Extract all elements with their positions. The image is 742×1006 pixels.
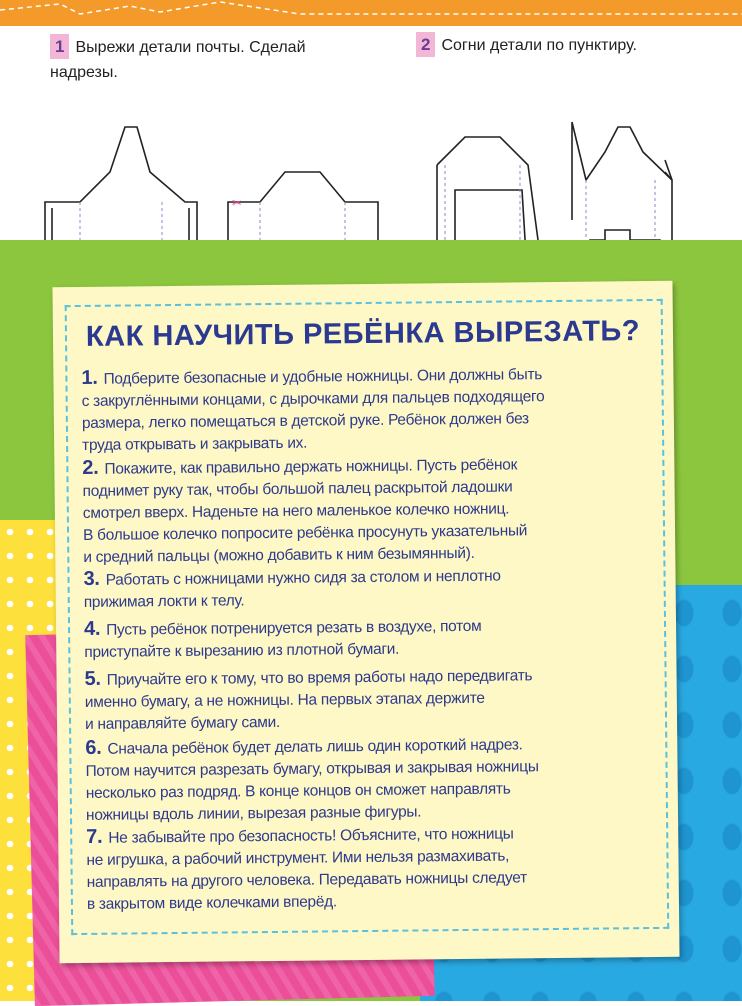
tip-text: смотрел вверх. Наденьте на него маленькое колечко ножниц. (82, 500, 510, 522)
step-1-text-cont: надрезы. (50, 64, 118, 81)
tip-number: 1. (81, 366, 98, 389)
tip-text: несколько раз подряд. В конце концов он сможет направлять (85, 780, 511, 802)
tip-text: размера, легко помещаться в детской руке. Ребёнок должен без (81, 410, 529, 432)
cutout-back-diagram (228, 172, 378, 240)
tip-text: прижимая локти к телу. (83, 592, 245, 611)
tip-text: Сначала ребёнок будет делать лишь один короткий надрез. (107, 736, 523, 758)
tip-number: 5. (84, 667, 101, 690)
card-title: КАК НАУЧИТЬ РЕБЁНКА ВЫРЕЗАТЬ? (85, 315, 641, 353)
tip-text: и средний пальцы (можно добавить к ним безымянный). (83, 544, 475, 566)
step-2-instruction (416, 32, 637, 58)
tip-item (81, 361, 662, 457)
tip-text: Подберите безопасные и удобные ножницы. Они должны быть (103, 366, 543, 388)
tip-text: направлять на другого человека. Передавать ножницы следует (86, 869, 527, 891)
tip-number: 4. (83, 617, 101, 640)
tip-text: Покажите, как правильно держать ножницы. Пусть ребёнок (104, 456, 518, 478)
tip-number: 6. (85, 736, 102, 759)
tip-item (83, 562, 663, 614)
scissors-icon: ✂ (232, 196, 243, 210)
cutout-front-diagram (45, 127, 197, 240)
tip-item (86, 820, 667, 916)
tip-text: приступайте к вырезанию из плотной бумаги. (84, 640, 400, 661)
tip-item (84, 662, 665, 736)
step-1-text: Вырежи детали почты. Сделай (75, 39, 306, 56)
step-2-text: Согни детали по пунктиру. (441, 37, 637, 54)
tip-text: не игрушка, а рабочий инструмент. Ими нельзя размахивать, (86, 847, 510, 869)
tip-text: Не забывайте про безопасность! Объясните, что ножницы (108, 825, 514, 847)
orange-header-band (0, 0, 742, 26)
step-1-number: 1 (50, 34, 69, 59)
tip-item (85, 731, 666, 827)
tip-text: с закруглёнными концами, с дырочками для пальцев подходящего (81, 388, 545, 410)
tip-text: в закрытом виде колечками вперёд. (86, 893, 337, 913)
folded-front-diagram (572, 122, 672, 240)
tip-number: 7. (86, 825, 103, 848)
tip-item (84, 612, 664, 664)
tip-text: труда открывать и закрывать их. (82, 434, 308, 454)
tip-item (82, 451, 663, 569)
folded-back-diagram (437, 137, 542, 240)
tip-text: Приучайте его к тому, что во время работы надо передвигать (106, 667, 533, 689)
tip-text: именно бумагу, а не ножницы. На первых этапах держите (84, 689, 485, 711)
tip-number: 2. (82, 456, 99, 479)
step-2-number: 2 (416, 32, 435, 57)
tip-text: поднимет руку так, чтобы большой палец раскрытой ладошки (82, 478, 513, 500)
tip-text: Пусть ребёнок потренируется резать в воздухе, потом (106, 617, 482, 639)
tip-text: Работать с ножницами нужно сидя за столом и неплотно (105, 567, 501, 589)
tips-card (52, 281, 679, 963)
step-1-instruction (50, 34, 306, 85)
tip-text: ножницы вдоль линии, вырезая разные фигуры. (85, 803, 422, 824)
tip-text: и направляйте бумагу сами. (84, 713, 281, 733)
tip-number: 3. (83, 567, 100, 590)
tip-text: В большое колечко попросите ребёнка просунуть указательный (82, 522, 528, 544)
mailbox-craft-diagrams (0, 80, 742, 240)
tip-text: Потом научится разрезать бумагу, открывая и закрывая ножницы (85, 758, 539, 780)
